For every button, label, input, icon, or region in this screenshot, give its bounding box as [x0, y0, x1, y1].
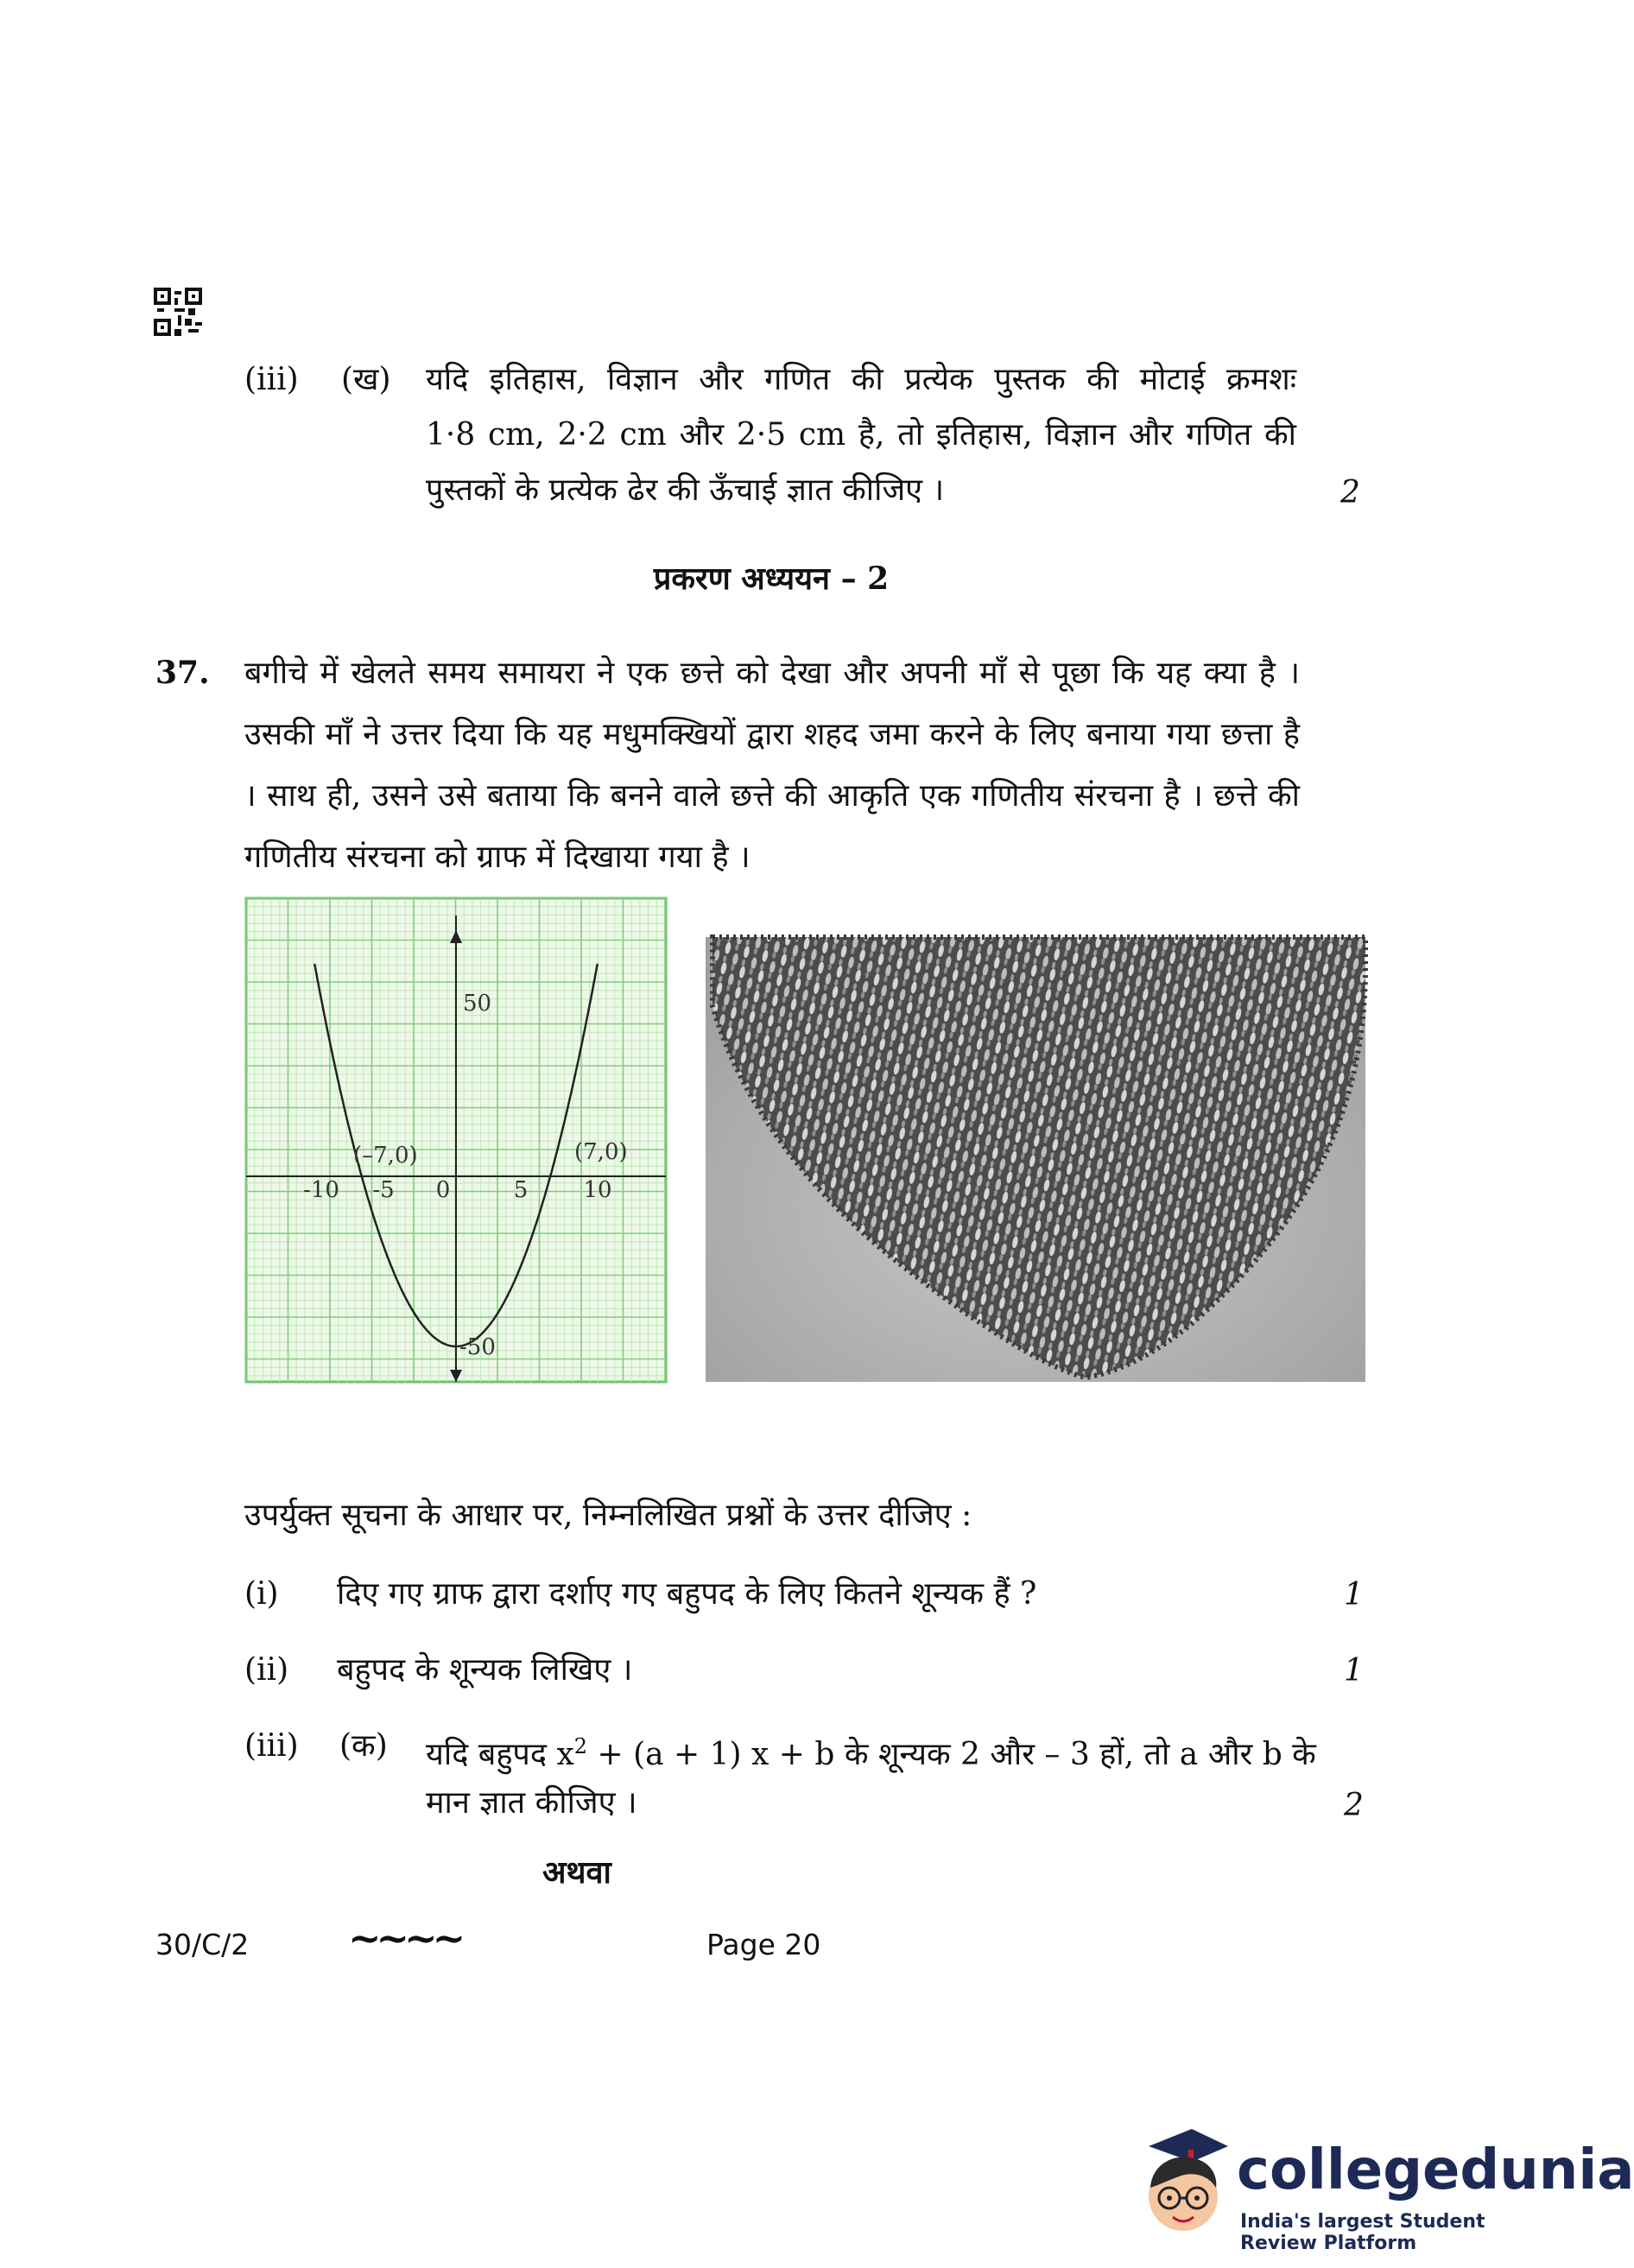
subq-3-line-2: मान ज्ञात कीजिए । [426, 1785, 637, 1821]
q36-marks: 2 [1340, 475, 1360, 510]
q36-line-1: यदि इतिहास, विज्ञान और गणित की प्रत्येक पुस्तक की मोटाई क्रमशः [426, 362, 1296, 397]
subq-1-number: (i) [244, 1576, 279, 1612]
footer-page-number: Page 20 [706, 1928, 821, 1961]
question-number: 37. [155, 655, 210, 691]
subq-3-sup: 2 [573, 1734, 588, 1758]
x-tick-label-0: 0 [435, 1177, 451, 1203]
x-tick-label-neg5: -5 [372, 1177, 395, 1203]
subq-1-text: दिए गए ग्राफ द्वारा दर्शाए गए बहुपद के लिए कितने शून्यक हैं ? [337, 1576, 1037, 1612]
q36-line-3: पुस्तकों के प्रत्येक ढेर की ऊँचाई ज्ञात कीजिए । [426, 472, 945, 508]
subq-3-marks: 2 [1344, 1788, 1364, 1823]
case-study-title: प्रकरण अध्ययन – 2 [653, 561, 890, 597]
subq-3-text-a: यदि बहुपद x [426, 1737, 574, 1772]
subq-2-number: (ii) [244, 1652, 289, 1688]
subq-3-line-1 [426, 1727, 1316, 1774]
footer-paper-code: 30/C/2 [155, 1928, 250, 1961]
parabola-graph [246, 898, 666, 1382]
q36-part-number: (iii) [244, 362, 299, 397]
subq-2-marks: 1 [1344, 1653, 1364, 1688]
q36-line-2: 1·8 cm, 2·2 cm और 2·5 cm है, तो इतिहास, विज्ञान और गणित की [426, 417, 1296, 453]
q36-part-label: (ख) [341, 362, 391, 397]
watermark-brand: collegedunia [1237, 2138, 1634, 2202]
y-tick-label-50: 50 [463, 991, 492, 1017]
y-tick-label-neg50: -50 [459, 1334, 496, 1360]
subq-3-number: (iii) [244, 1728, 299, 1764]
subq-1-marks: 1 [1344, 1577, 1364, 1612]
collegedunia-mascot-icon [1131, 2112, 1235, 2250]
instruction-text: उपर्युक्त सूचना के आधार पर, निम्नलिखित प्रश्नों के उत्तर दीजिए : [244, 1498, 972, 1533]
or-label: अथवा [542, 1854, 611, 1891]
x-tick-label-10: 10 [583, 1177, 612, 1203]
x-tick-label-5: 5 [513, 1177, 529, 1203]
annotation-neg7: (–7,0) [353, 1143, 418, 1169]
qr-code [154, 288, 202, 336]
subq-3-text-b: + (a + 1) x + b के शून्यक 2 और – 3 हों, तो a और b के [587, 1737, 1316, 1772]
footer-tilde: ~~~~ [348, 1915, 461, 1961]
subq-2-text: बहुपद के शून्यक लिखिए । [337, 1652, 633, 1688]
subq-3-label: (क) [339, 1728, 388, 1764]
beehive-photo [706, 937, 1365, 1382]
q37-intro: बगीचे में खेलते समय समायरा ने एक छत्ते को देखा और अपनी माँ से पूछा कि यह क्या है । उसकी माँ ने उत्तर दिया कि यह मधुमक्खियों द्वारा शहद जमा करने के लिए बनाया गया छत्ता है । साथ ही, उसने उसे बताया कि बनने वाले छत्ते की आकृति एक गणितीय संरचना है । छत्ते की गणितीय संरचना को ग्राफ में दिखाया गया है । [244, 656, 1300, 875]
x-tick-label-neg10: -10 [303, 1177, 339, 1203]
watermark-tagline: India's largest Student Review Platform [1240, 2211, 1485, 2254]
annotation-7: (7,0) [574, 1139, 628, 1165]
